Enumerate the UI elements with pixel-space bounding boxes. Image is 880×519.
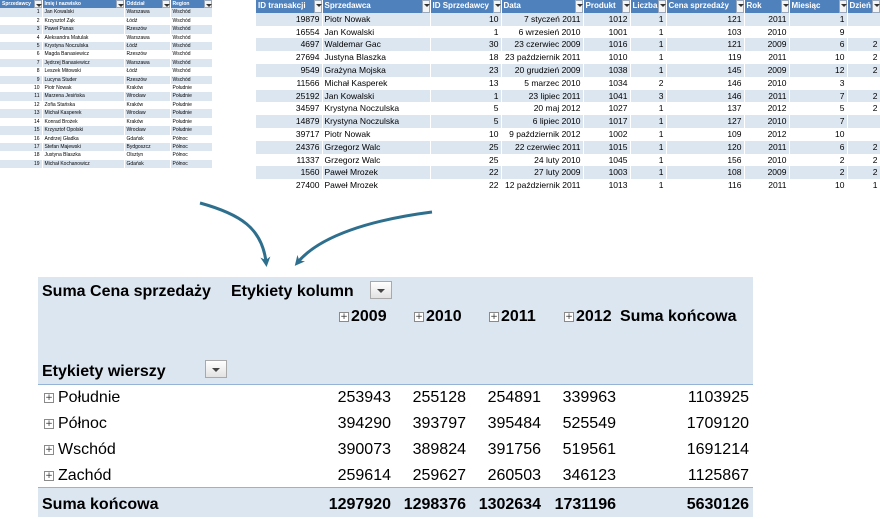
table-cell: 1 — [630, 13, 666, 26]
table-cell: Wrocław — [124, 126, 170, 134]
pivot-value-cell: 525549 — [562, 415, 616, 432]
table-cell: 1010 — [583, 51, 630, 64]
table-cell: Michał Kasperek — [42, 109, 124, 117]
table-cell: Południe — [170, 92, 212, 100]
table-cell: 18 — [430, 51, 501, 64]
table-cell: Wschód — [170, 34, 212, 42]
table-cell: Grażyna Mojska — [322, 64, 430, 77]
table-cell: 1 — [630, 128, 666, 141]
table-cell: Waldemar Gac — [322, 38, 430, 51]
table-cell: 23 październik 2011 — [501, 51, 583, 64]
pivot-total-row-label: Suma końcowa — [42, 496, 159, 513]
column-header: ID transakcji — [256, 0, 322, 13]
pivot-row-total: 1709120 — [686, 415, 749, 432]
pivot-value-field: Suma Cena sprzedaży — [42, 283, 211, 300]
table-cell: 116 — [666, 179, 744, 192]
table-cell: 10 — [430, 128, 501, 141]
table-cell: Północ — [170, 160, 212, 168]
table-cell: 2012 — [744, 102, 789, 115]
table-cell: 9549 — [256, 64, 322, 77]
table-cell: 18 — [0, 151, 42, 159]
table-cell: Jan Kowalski — [42, 8, 124, 16]
table-cell: 1 — [630, 26, 666, 39]
expand-row-icon[interactable]: + — [45, 445, 53, 455]
table-cell: 2011 — [744, 179, 789, 192]
table-cell: Zofia Stańska — [42, 101, 124, 109]
table-cell: 1012 — [583, 13, 630, 26]
pivot-value-cell: 394290 — [337, 415, 391, 432]
table-cell: Północ — [170, 151, 212, 159]
table-cell: 1017 — [583, 115, 630, 128]
column-header: Dzień — [847, 0, 880, 13]
table-cell: Północ — [170, 135, 212, 143]
table-cell: 4 — [0, 34, 42, 42]
table-cell: 11337 — [256, 154, 322, 167]
table-cell: 145 — [666, 64, 744, 77]
table-cell: Wschód — [170, 67, 212, 75]
column-header: Cena sprzedaży — [666, 0, 744, 13]
table-cell: 1038 — [583, 64, 630, 77]
table-cell: 120 — [666, 141, 744, 154]
table-cell: Lucyna Studer — [42, 76, 124, 84]
table-cell: 146 — [666, 77, 744, 90]
table-cell: 25 — [430, 154, 501, 167]
table-cell: Wschód — [170, 42, 212, 50]
column-header: Produkt — [583, 0, 630, 13]
table-cell: 34597 — [256, 102, 322, 115]
table-cell: 1 — [630, 166, 666, 179]
table-cell: 23 lipiec 2011 — [501, 90, 583, 103]
table-cell: 1041 — [583, 90, 630, 103]
table-cell: 1003 — [583, 166, 630, 179]
pivot-value-cell: 391756 — [487, 441, 541, 458]
table-cell: 10 — [789, 179, 847, 192]
table-cell: 2009 — [744, 166, 789, 179]
table-cell: Warszawa — [124, 59, 170, 67]
table-cell: 5 — [430, 115, 501, 128]
pivot-row-label: Północ — [58, 415, 107, 432]
table-cell: 16554 — [256, 26, 322, 39]
table-cell: Wschód — [170, 59, 212, 67]
pivot-value-cell: 259614 — [337, 467, 391, 484]
table-cell: Kraków — [124, 118, 170, 126]
table-cell: 6 — [0, 50, 42, 58]
pivot-col-2010: 2010 — [426, 308, 462, 325]
column-header: Imię i nazwisko — [42, 0, 124, 8]
table-cell: 1 — [0, 8, 42, 16]
table-cell: Michał Kasperek — [322, 77, 430, 90]
table-cell: 1 — [630, 115, 666, 128]
table-cell: Justyna Blaszka — [322, 51, 430, 64]
table-cell: 11566 — [256, 77, 322, 90]
table-cell: Wschód — [170, 76, 212, 84]
table-cell: Warszawa — [124, 34, 170, 42]
table-cell: Magda Banasiewicz — [42, 50, 124, 58]
table-cell: 14879 — [256, 115, 322, 128]
table-cell: 12 — [0, 101, 42, 109]
table-cell: 2011 — [744, 51, 789, 64]
pivot-value-cell: 254891 — [487, 389, 541, 406]
table-cell: Krystyna Noczulska — [322, 102, 430, 115]
pivot-grand-total: 5630126 — [686, 496, 749, 513]
table-cell: 2010 — [744, 77, 789, 90]
table-cell: 12 — [789, 64, 847, 77]
table-cell: 2 — [847, 141, 880, 154]
table-cell: Grzegorz Walc — [322, 154, 430, 167]
table-cell: 23 — [430, 64, 501, 77]
table-cell: Gdańsk — [124, 135, 170, 143]
pivot-col-2011: 2011 — [501, 308, 536, 325]
table-cell: 2 — [789, 166, 847, 179]
table-cell: Olsztyn — [124, 151, 170, 159]
table-cell: 1 — [430, 90, 501, 103]
pivot-row-total: 1103925 — [687, 389, 749, 406]
column-header: Liczba — [630, 0, 666, 13]
expand-2011-icon[interactable]: + — [490, 312, 498, 322]
table-cell: 23 czerwiec 2009 — [501, 38, 583, 51]
table-cell: 22 — [430, 166, 501, 179]
pivot-value-cell: 253943 — [337, 389, 391, 406]
table-cell: 1015 — [583, 141, 630, 154]
table-cell: 20 grudzień 2009 — [501, 64, 583, 77]
table-cell: Wrocław — [124, 92, 170, 100]
pivot-column-labels: Etykiety kolumn — [231, 283, 354, 300]
table-cell: 24 luty 2010 — [501, 154, 583, 167]
table-cell: 1 — [630, 51, 666, 64]
expand-2010-icon[interactable]: + — [415, 312, 423, 322]
table-cell: 10 — [0, 84, 42, 92]
table-cell: Paweł Panas — [42, 25, 124, 33]
table-cell: Łódź — [124, 67, 170, 75]
pivot-col-grand-total: Suma końcowa — [620, 308, 737, 325]
table-cell: 3 — [0, 25, 42, 33]
table-cell: 20 maj 2012 — [501, 102, 583, 115]
table-cell: 2009 — [744, 38, 789, 51]
table-cell: 2010 — [744, 115, 789, 128]
table-cell: Rzeszów — [124, 76, 170, 84]
pivot-value-cell: 390073 — [337, 441, 391, 458]
table-cell: 13 — [0, 109, 42, 117]
table-cell: 25192 — [256, 90, 322, 103]
table-cell: Leszek Mitowski — [42, 67, 124, 75]
table-cell: 1002 — [583, 128, 630, 141]
table-cell: 2012 — [744, 128, 789, 141]
arrow-right — [298, 212, 432, 262]
column-header: Miesiąc — [789, 0, 847, 13]
table-cell: 1 — [630, 154, 666, 167]
table-cell: Piotr Nowak — [42, 84, 124, 92]
table-cell: 1 — [630, 179, 666, 192]
pivot-row-labels: Etykiety wierszy — [42, 363, 166, 380]
pivot-column-total: 1298376 — [403, 496, 466, 513]
pivot-value-cell: 339963 — [562, 389, 616, 406]
table-cell: Północ — [170, 143, 212, 151]
column-header: Data — [501, 0, 583, 13]
table-cell: 25 — [430, 141, 501, 154]
pivot-value-cell: 519561 — [562, 441, 616, 458]
table-cell: Krzysztof Ząk — [42, 17, 124, 25]
table-cell: 2 — [630, 77, 666, 90]
table-cell: Justyna Blaszka — [42, 151, 124, 159]
table-cell: 2 — [847, 166, 880, 179]
table-cell: 1 — [430, 26, 501, 39]
table-cell: 24376 — [256, 141, 322, 154]
table-cell: 4697 — [256, 38, 322, 51]
table-cell: 10 — [430, 13, 501, 26]
table-cell: Wrocław — [124, 109, 170, 117]
table-cell: Kraków — [124, 101, 170, 109]
table-cell: 108 — [666, 166, 744, 179]
table-cell: 7 styczeń 2011 — [501, 13, 583, 26]
column-header: Rok — [744, 0, 789, 13]
expand-2012-icon[interactable]: + — [565, 312, 573, 322]
table-cell: 10 — [789, 128, 847, 141]
table-cell: 27400 — [256, 179, 322, 192]
table-cell: 1 — [630, 64, 666, 77]
table-cell: 5 — [430, 102, 501, 115]
table-cell: 15 — [0, 126, 42, 134]
table-cell: 1 — [630, 141, 666, 154]
table-cell: Wschód — [170, 25, 212, 33]
table-cell: Rzeszów — [124, 50, 170, 58]
table-cell: Piotr Nowak — [322, 13, 430, 26]
column-filter-dropdown[interactable] — [370, 281, 392, 299]
table-cell: 2 — [847, 38, 880, 51]
table-cell: 9 październik 2012 — [501, 128, 583, 141]
table-cell: 5 marzec 2010 — [501, 77, 583, 90]
table-cell: Kraków — [124, 84, 170, 92]
table-cell: Łódź — [124, 17, 170, 25]
table-cell: 5 — [0, 42, 42, 50]
table-cell: 1 — [789, 13, 847, 26]
table-cell: 2 — [847, 90, 880, 103]
table-cell: 2 — [847, 64, 880, 77]
column-header: ID Sprzedawcy — [430, 0, 501, 13]
table-cell: 7 — [789, 90, 847, 103]
table-cell: Jan Kowalski — [322, 26, 430, 39]
table-cell: Paweł Mrozek — [322, 166, 430, 179]
table-cell: Michał Kochanowicz — [42, 160, 124, 168]
table-cell: Południe — [170, 126, 212, 134]
table-cell: 30 — [430, 38, 501, 51]
pivot-row-total: 1691214 — [686, 441, 749, 458]
table-cell: Marzena Jesińska — [42, 92, 124, 100]
pivot-value-cell: 389824 — [412, 441, 466, 458]
table-cell: 109 — [666, 128, 744, 141]
expand-row-icon[interactable]: + — [45, 419, 53, 429]
pivot-row-label: Wschód — [58, 441, 116, 458]
row-filter-dropdown[interactable] — [205, 360, 227, 378]
table-cell: 22 — [430, 179, 501, 192]
table-cell: 1034 — [583, 77, 630, 90]
pivot-column-total: 1302634 — [478, 496, 541, 513]
table-cell: 103 — [666, 26, 744, 39]
table-cell: 2 — [0, 17, 42, 25]
table-cell: Krzysztof Opolski — [42, 126, 124, 134]
table-cell: Bydgoszcz — [124, 143, 170, 151]
table-cell: 127 — [666, 115, 744, 128]
table-cell: 2010 — [744, 154, 789, 167]
table-cell: Łódź — [124, 42, 170, 50]
column-header: Region — [170, 0, 212, 8]
pivot-column-total: 1297920 — [328, 496, 391, 513]
table-cell: 2011 — [744, 141, 789, 154]
table-cell: 9 — [789, 26, 847, 39]
table-cell: 12 październik 2011 — [501, 179, 583, 192]
table-cell: Gdańsk — [124, 160, 170, 168]
table-cell: 1 — [847, 179, 880, 192]
table-cell: 13 — [430, 77, 501, 90]
table-cell: 27694 — [256, 51, 322, 64]
table-cell: Krystyna Noczulska — [42, 42, 124, 50]
table-cell: Paweł Mrozek — [322, 179, 430, 192]
table-cell: Krystyna Noczulska — [322, 115, 430, 128]
pivot-value-cell: 346123 — [562, 467, 616, 484]
table-cell: 2 — [847, 51, 880, 64]
table-cell: Jan Kowalski — [322, 90, 430, 103]
pivot-column-total: 1731196 — [554, 496, 616, 513]
table-cell: 6 — [789, 38, 847, 51]
pivot-value-cell: 255128 — [412, 389, 466, 406]
table-cell: Stefan Majewski — [42, 143, 124, 151]
column-header: Sprzedawca — [322, 0, 430, 13]
table-cell: Jędrzej Banasiewicz — [42, 59, 124, 67]
table-cell: 137 — [666, 102, 744, 115]
table-cell: 27 luty 2009 — [501, 166, 583, 179]
table-cell: Rzeszów — [124, 25, 170, 33]
column-header: Oddział — [124, 0, 170, 8]
table-cell: 1001 — [583, 26, 630, 39]
table-cell: 6 wrzesień 2010 — [501, 26, 583, 39]
table-cell: 9 — [0, 76, 42, 84]
table-cell: 5 — [789, 102, 847, 115]
pivot-value-cell: 395484 — [487, 415, 541, 432]
expand-2009-icon[interactable]: + — [340, 312, 348, 322]
expand-row-icon[interactable]: + — [45, 471, 53, 481]
table-cell: Południe — [170, 101, 212, 109]
pivot-row-label: Zachód — [58, 467, 112, 484]
table-cell: 2 — [847, 102, 880, 115]
table-cell: 1013 — [583, 179, 630, 192]
table-cell: Andrzej Gładka — [42, 135, 124, 143]
table-cell: 1 — [630, 38, 666, 51]
pivot-value-cell: 259627 — [412, 467, 466, 484]
table-cell: 39717 — [256, 128, 322, 141]
table-cell: 121 — [666, 13, 744, 26]
table-cell: 22 czerwiec 2011 — [501, 141, 583, 154]
table-cell: 3 — [630, 90, 666, 103]
table-cell: 1560 — [256, 166, 322, 179]
table-cell: 2 — [847, 154, 880, 167]
table-cell: 2009 — [744, 64, 789, 77]
table-cell: Wschód — [170, 8, 212, 16]
column-header: Sprzedawcy — [0, 0, 42, 8]
table-cell: Konrad Brożek — [42, 118, 124, 126]
table-cell: Aleksandra Matulak — [42, 34, 124, 42]
table-cell: Grzegorz Walc — [322, 141, 430, 154]
table-cell: 16 — [0, 135, 42, 143]
expand-row-icon[interactable]: + — [45, 393, 53, 403]
table-cell: Wschód — [170, 17, 212, 25]
table-cell: 2 — [789, 154, 847, 167]
pivot-value-cell: 393797 — [412, 415, 466, 432]
pivot-row-label: Południe — [58, 389, 121, 406]
table-cell: 10 — [789, 51, 847, 64]
table-cell: 7 — [789, 115, 847, 128]
table-cell: 19 — [0, 160, 42, 168]
table-cell: 119 — [666, 51, 744, 64]
table-cell: 11 — [0, 92, 42, 100]
table-cell: 121 — [666, 38, 744, 51]
table-cell: 6 lipiec 2010 — [501, 115, 583, 128]
table-cell: 1 — [630, 102, 666, 115]
table-cell: 3 — [789, 77, 847, 90]
table-cell: 6 — [789, 141, 847, 154]
table-cell: 156 — [666, 154, 744, 167]
pivot-col-2009: 2009 — [351, 308, 387, 325]
table-cell: 8 — [0, 67, 42, 75]
table-cell: 17 — [0, 143, 42, 151]
table-cell: 2011 — [744, 90, 789, 103]
table-cell: 19879 — [256, 13, 322, 26]
pivot-value-cell: 260503 — [487, 467, 541, 484]
table-cell: Południe — [170, 84, 212, 92]
arrow-left — [200, 203, 266, 262]
table-cell: 7 — [0, 59, 42, 67]
table-cell: Warszawa — [124, 8, 170, 16]
table-cell: 1045 — [583, 154, 630, 167]
pivot-table — [38, 277, 753, 517]
table-cell: 2010 — [744, 26, 789, 39]
table-cell: Piotr Nowak — [322, 128, 430, 141]
pivot-col-2012: 2012 — [576, 308, 612, 325]
table-cell: Południe — [170, 118, 212, 126]
table-cell: Południe — [170, 109, 212, 117]
table-cell: Wschód — [170, 50, 212, 58]
table-cell: 1016 — [583, 38, 630, 51]
pivot-row-total: 1125867 — [687, 467, 749, 484]
table-cell: 146 — [666, 90, 744, 103]
table-cell: 14 — [0, 118, 42, 126]
table-cell: 2011 — [744, 13, 789, 26]
table-cell: 1027 — [583, 102, 630, 115]
